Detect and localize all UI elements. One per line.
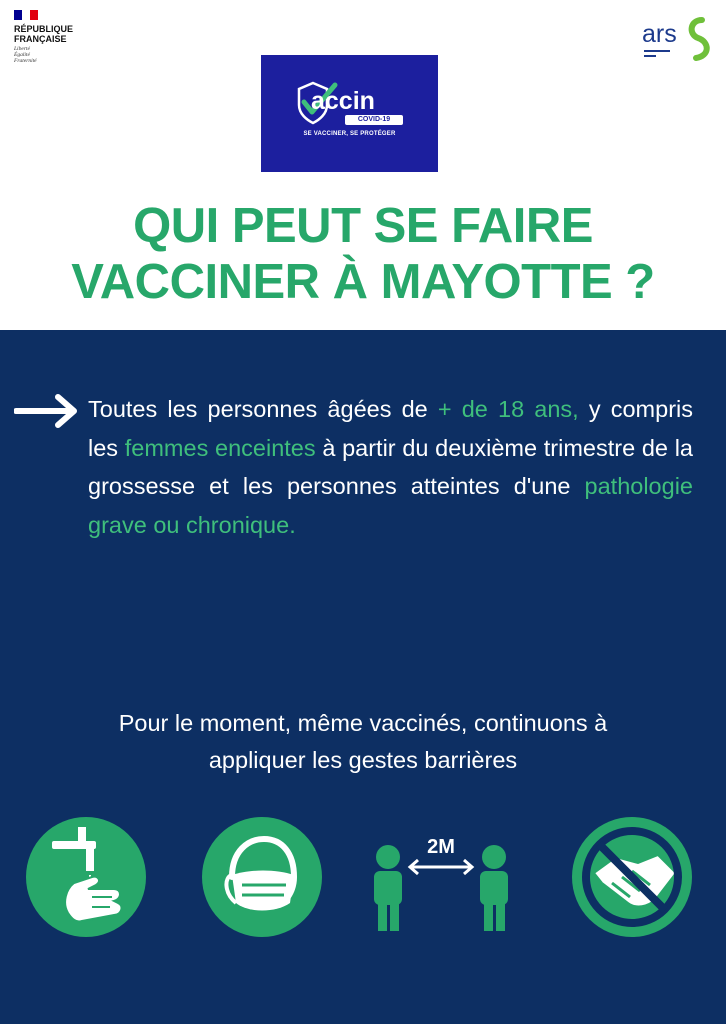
republic-motto: Liberté Égalité Fraternité xyxy=(14,46,37,64)
covid-tag: COVID-19 xyxy=(345,115,403,125)
vaccin-word: accin xyxy=(311,87,375,115)
headline-line1: QUI PEUT SE FAIRE xyxy=(133,199,593,253)
republique-francaise-logo xyxy=(14,10,104,64)
arrow-right-icon xyxy=(14,394,80,428)
headline-line2: VACCINER À MAYOTTE ? xyxy=(71,255,655,309)
ars-logo-text: ars xyxy=(642,20,677,48)
banner-slogan: SE VACCINER, SE PROTÉGER xyxy=(303,131,396,137)
barrier-line1: Pour le moment, même vaccinés, continuons à xyxy=(118,710,608,736)
eligibility-text: Toutes les personnes âgées de + de 18 ans, y compris les femmes enceintes à partir du deuxième trimestre de la grossesse et les personnes atteintes d'une pathologie grave ou chronique. xyxy=(88,396,693,538)
french-flag-icon xyxy=(14,10,38,20)
ars-logo xyxy=(636,12,716,72)
vaccin-covid-banner xyxy=(261,55,438,172)
pregnant-highlight: femmes enceintes xyxy=(124,434,316,461)
header-area xyxy=(0,0,726,330)
pathology-highlight: pathologie grave ou chronique. xyxy=(88,473,693,538)
no-handshake-icon xyxy=(572,817,692,937)
republic-name-line2: FRANÇAISE xyxy=(14,34,67,44)
republic-name-line1: RÉPUBLIQUE xyxy=(14,24,74,34)
distance-label: 2M xyxy=(427,836,455,858)
barrier-line2: appliquer les gestes barrières xyxy=(208,747,518,773)
hand-washing-icon xyxy=(26,817,146,937)
face-mask-icon xyxy=(202,817,322,937)
age-highlight: + de 18 ans, xyxy=(437,396,579,422)
distance-icon xyxy=(366,817,516,937)
